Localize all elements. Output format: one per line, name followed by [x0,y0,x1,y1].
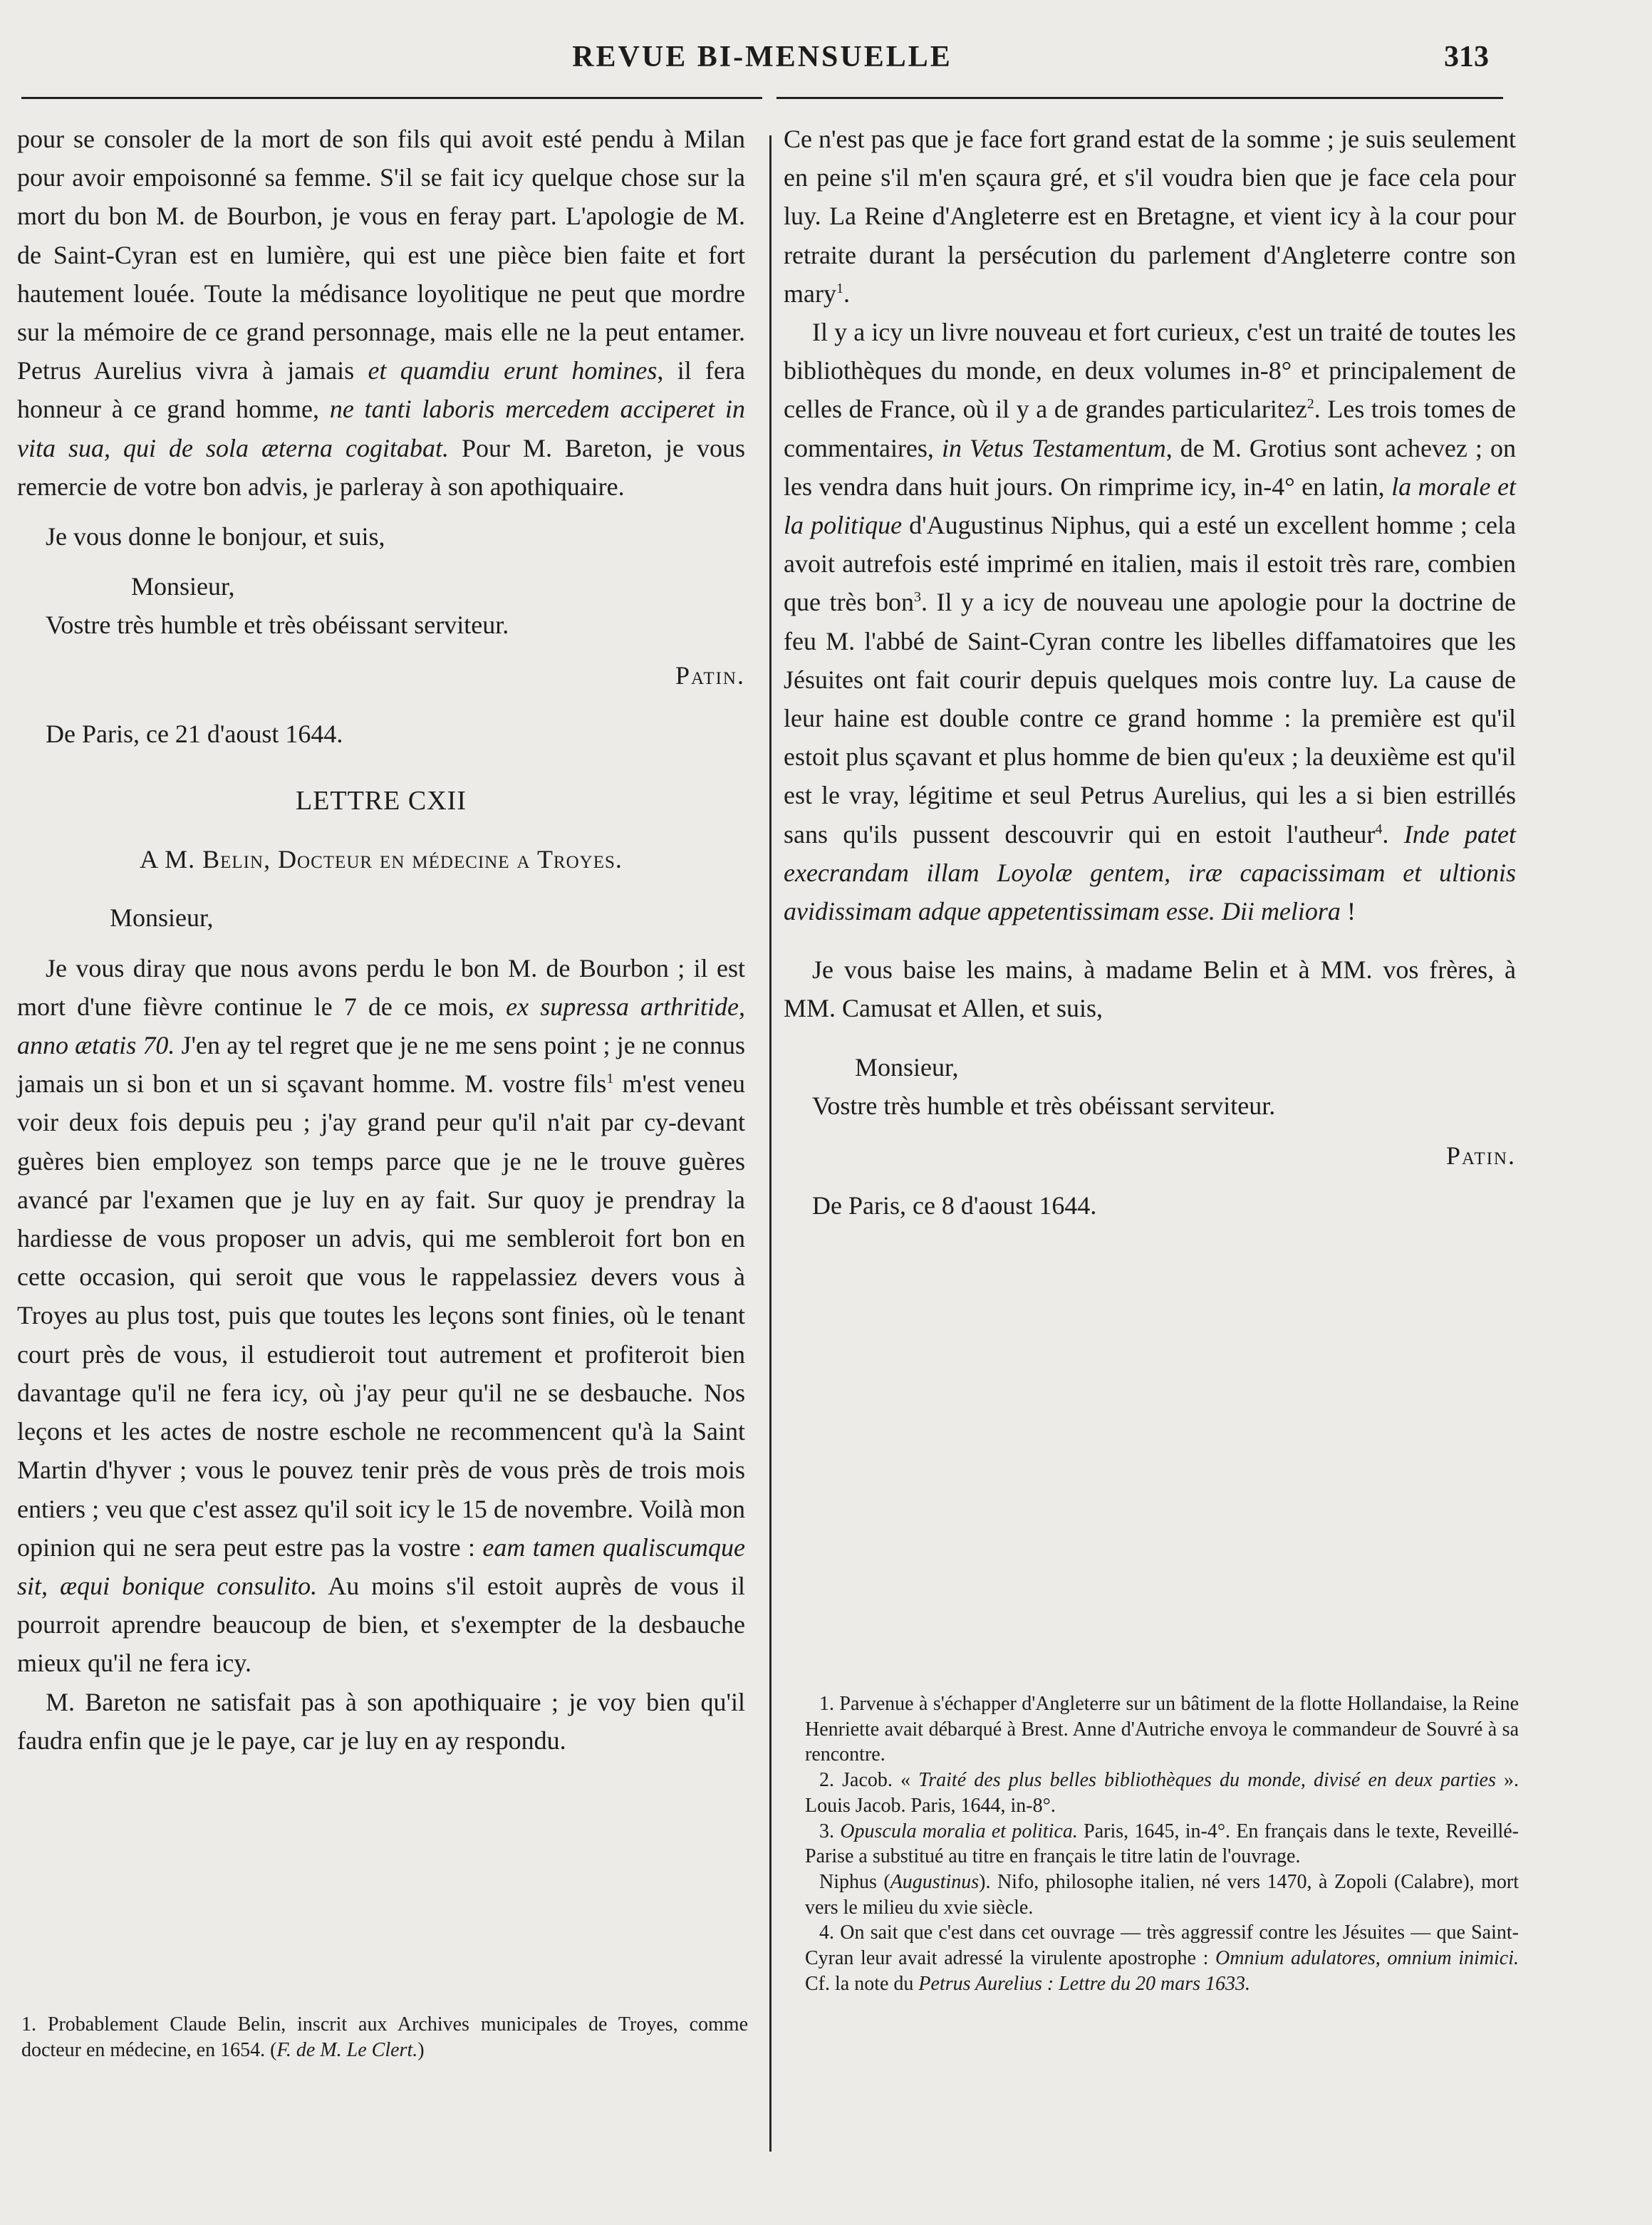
salutation: Monsieur, [131,572,235,601]
left-paragraph-3: Je vous diray que nous avons perdu le bon M. de Bourbon ; il est mort d'une fièvre continue le 7 de ce mois, ex supressa arthritide, anno ætatis 70. J'en ay tel regret que je ne me sens point ; je ne connus jamais un si bon et un si sçavant homme. M. vostre fils$^1$ m'est veneu voir deux fois depuis peu ; j'ay grand peur qu'il n'ait par cy-devant guères bien employez son temps parce que je ne le trouve guères avancé par l'examen que je luy en ay fait. Sur quoy je prendray la hardiesse de vous proposer un advis, qui me sembleroit fort bon en cette occasion, qui seroit que vous le rappelassiez devers vous à Troyes au plus tost, puis que toutes les leçons sont finies, où le tenant court près de vous, il estudieroit tout autrement et profiteroit bien davantage qu'il ne fera icy, où j'ay peur qu'il ne se desbauche. Nos leçons et les actes de nostre eschole ne recommencent qu'à la Saint Martin d'hyver ; vous le pouvez tenir près de vous près de trois mois entiers ; veu que c'est assez qu'il soit icy le 15 de novembre. Voilà mon opinion qui ne sera peut estre pas la vostre : eam tamen qualiscumque sit, æqui bonique consulito. Au moins s'il estoit auprès de vous il pourroit aprendre beaucoup de bien, et s'exempter de la desbauche mieux qu'il ne fera icy. [17,953,746,1678]
footnote-3: 3. Opuscula moralia et politica. Paris, 1645, in-4°. En français dans le texte, Reveillé-Parise a substitué au titre en français le titre latin de l'ouvrage. [805,1820,1519,1868]
greeting: Monsieur, [110,903,214,933]
footnote-4: 4. On sait que c'est dans cet ouvrage — très aggressif contre les Jésuites — que Saint-Cyran leur avait adressé la virulente apostrophe : Omnium adulatores, omnium inimici. Cf. la note du Petrus Aurelius : Lettre du 20 mars 1633. [805,1921,1519,1995]
letter-addressee: A M. Belin, Docteur en médecine a Troyes. [140,845,623,874]
left-footnote: 1. Probablement Claude Belin, inscrit aux Archives municipales de Troyes, comme docteur en médecine, en 1654. (F. de M. Le Clert.) [21,2013,748,2061]
column-divider [769,135,772,2152]
closing: Vostre très humble et très obéissant serviteur. [46,611,509,640]
running-title: REVUE BI-MENSUELLE [572,41,952,73]
left-paragraph-1: pour se consoler de la mort de son fils qui avoit esté pendu à Milan pour avoir empoisonné sa femme. S'il se fait icy quelque chose sur la mort du bon M. de Bourbon, je vous en feray part. L'apologie de M. de Saint-Cyran est en lumière, qui est une pièce bien faite et fort hautement louée. Toute la médisance loyolitique ne peut que mordre sur la mémoire de ce grand personnage, mais elle ne la peut entamer. Petrus Aurelius vivra à jamais et quamdiu erunt homines, il fera honneur à ce grand homme, ne tanti laboris mercedem acciperet in vita sua, qui de sola æterna cogitabat. Pour M. Bareton, je vous remercie de votre bon advis, je parleray à son apothiquaire. [17,125,745,501]
footnote-3-continued: Niphus (Augustinus). Nifo, philosophe italien, né vers 1470, à Zopoli (Calabre), mort vers le milieu du xvie siècle. [805,1870,1519,1919]
right-paragraph-2: Il y a icy un livre nouveau et fort curieux, c'est un traité de toutes les bibliothèques du monde, en deux volumes in-8° et principalement de celles de France, où il y a de grandes particularitez$^2$. Les trois tomes de commentaires, in Vetus Testamentum, de M. Grotius sont achevez ; on les vendra dans huit jours. On rimprime icy, in-4° en latin, la morale et la politique d'Augustinus Niphus, qui a esté un excellent homme ; cela avoit autrefois esté imprimé en italien, mais il estoit très rare, combien que très bon$^3$. Il y a icy de nouveau une apologie pour la doctrine de feu M. l'abbé de Saint-Cyran contre les libelles diffamatoires que les Jésuites ont fait courir depuis quelques mois contre luy. La cause de leur haine est double contre ce grand homme : la première est qu'il estoit plus sçavant et plus homme de bien qu'eux ; la deuxième est qu'il est le vray, légitime et seul Petrus Aurelius, qui les a si bien estrillés sans qu'ils pussent descouvrir qui en estoit l'autheur$^4$. Inde patet execrandam illam Loyolæ gentem, iræ capacissimam et ultionis avidissimam adque appetentissimam esse. Dii meliora ! [784,318,1517,926]
header-rule-right [776,97,1503,99]
header-rule-left [21,97,762,99]
right-paragraph-3: Je vous baise les mains, à madame Belin et à MM. vos frères, à MM. Camusat et Allen, et suis, [784,955,1516,1023]
page-header [21,40,1503,97]
right-signature: Patin. [1446,1141,1516,1171]
footnote-2: 2. Jacob. « Traité des plus belles bibliothèques du monde, divisé en deux parties ». Louis Jacob. Paris, 1644, in-8°. [805,1769,1519,1817]
footnote-1: 1. Parvenue à s'échapper d'Angleterre sur un bâtiment de la flotte Hollandaise, la Reine Henriette avait débarqué à Brest. Anne d'Autriche envoya le commandeur de Souvré à sa rencontre. [805,1693,1519,1766]
dateline: De Paris, ce 21 d'aoust 1644. [46,719,343,748]
right-column [784,120,1516,1225]
right-footnotes [805,1691,1519,1996]
left-paragraph-2: Je vous donne le bonjour, et suis, [46,522,385,551]
right-dateline: De Paris, ce 8 d'aoust 1644. [812,1191,1097,1220]
left-column [17,120,745,1760]
signature: Patin. [675,660,745,690]
page-number: 313 [1444,41,1489,73]
right-paragraph-1: Ce n'est pas que je face fort grand estat de la somme ; je suis seulement en peine s'il m'en sçaura gré, et s'il voudra bien que je face cela pour luy. La Reine d'Angleterre est en Bretagne, et vient icy à la cour pour retraite durant la persécution du parlement d'Angleterre contre son mary$^1$. [784,125,1516,308]
right-salutation: Monsieur, [855,1052,959,1082]
right-closing: Vostre très humble et très obéissant serviteur. [812,1091,1276,1120]
letter-title: LETTRE CXII [295,786,467,816]
left-paragraph-4: M. Bareton ne satisfait pas à son apothiquaire ; je voy bien qu'il faudra enfin que je le paye, car je luy en ay respondu. [17,1687,745,1755]
